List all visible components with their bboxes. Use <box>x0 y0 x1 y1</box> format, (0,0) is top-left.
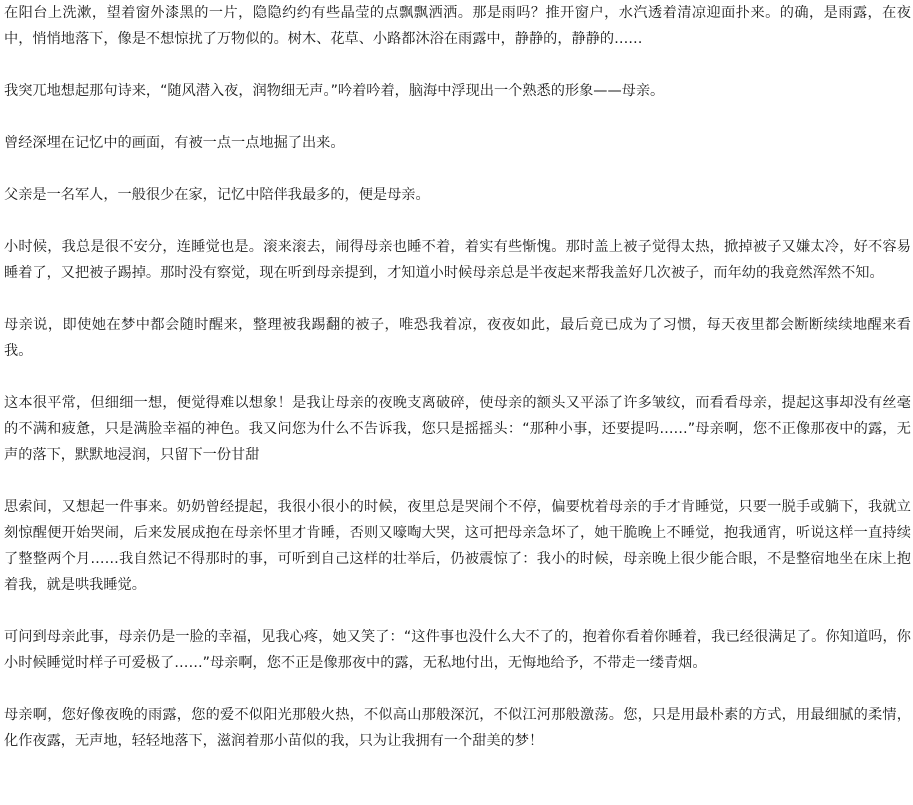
paragraph-mother-wakes: 母亲说，即使她在梦中都会随时醒来，整理被我踢翻的被子，唯恐我着凉，夜夜如此，最后竟已成为了习惯，每天夜里都会断断续续地醒来看我。 <box>4 317 911 359</box>
paragraph-unimaginable: 这本很平常，但细细一想，便觉得难以想象！是我让母亲的夜晚支离破碎，使母亲的额头又平添了许多皱纹，而看看母亲，提起这事却没有丝毫的不满和疲惫，只是满脸幸福的神色。我又问您为什么不告诉我，您只是摇摇头：“那种小事，还要提吗……”母亲啊，您不正像那夜中的露，无声的落下，默默地浸润，只留下一份甘甜 <box>4 395 911 463</box>
paragraph-mother-happy: 可问到母亲此事，母亲仍是一脸的幸福，见我心疼，她又笑了：“这件事也没什么大不了的，抱着你看着你睡着，我已经很满足了。你知道吗，你小时候睡觉时样子可爱极了……”母亲啊，您不正是像那夜中的露，无私地付出，无悔地给予，不带走一缕青烟。 <box>4 629 911 671</box>
paragraph-father-soldier: 父亲是一名军人，一般很少在家，记忆中陪伴我最多的，便是母亲。 <box>4 187 430 203</box>
paragraph-restless-sleep: 小时候，我总是很不安分，连睡觉也是。滚来滚去，闹得母亲也睡不着，着实有些惭愧。那时盖上被子觉得太热，掀掉被子又嫌太冷，好不容易睡着了，又把被子踢掉。那时没有察觉，现在听到母亲提到，才知道小时候母亲总是半夜起来帮我盖好几次被子，而年幼的我竟然浑然不知。 <box>4 239 911 281</box>
paragraph-rain-at-night: 在阳台上洗漱，望着窗外漆黑的一片，隐隐约约有些晶莹的点飘飘洒洒。那是雨吗？推开窗户，水汽透着清凉迎面扑来。的确，是雨露，在夜中，悄悄地落下，像是不想惊扰了万物似的。树木、花草、小路都沐浴在雨露中，静静的，静静的…… <box>4 5 911 47</box>
paragraph-conclusion: 母亲啊，您好像夜晚的雨露，您的爱不似阳光那般火热，不似高山那般深沉，不似江河那般激荡。您，只是用最朴素的方式，用最细腻的柔情，化作夜露，无声地，轻轻地落下，滋润着那小苗似的我，只为让我拥有一个甜美的梦！ <box>4 707 911 749</box>
paragraph-poem-memory: 我突兀地想起那句诗来，“随风潜入夜，润物细无声。”吟着吟着，脑海中浮现出一个熟悉的形象——母亲。 <box>4 83 665 99</box>
paragraph-memory-unearthed: 曾经深埋在记忆中的画面，有被一点一点地掘了出来。 <box>4 135 345 151</box>
paragraph-grandma-story: 思索间，又想起一件事来。奶奶曾经提起，我很小很小的时候，夜里总是哭闹个不停，偏要枕着母亲的手才肯睡觉，只要一脱手或躺下，我就立刻惊醒便开始哭闹，后来发展成抱在母亲怀里才肯睡，否则又嚎啕大哭，这可把母亲急坏了，她干脆晚上不睡觉，抱我通宵，听说这样一直持续了整整两个月……我自然记不得那时的事，可听到自己这样的壮举后，仍被震惊了：我小的时候，母亲晚上很少能合眼，不是整宿地坐在床上抱着我，就是哄我睡觉。 <box>4 499 911 593</box>
